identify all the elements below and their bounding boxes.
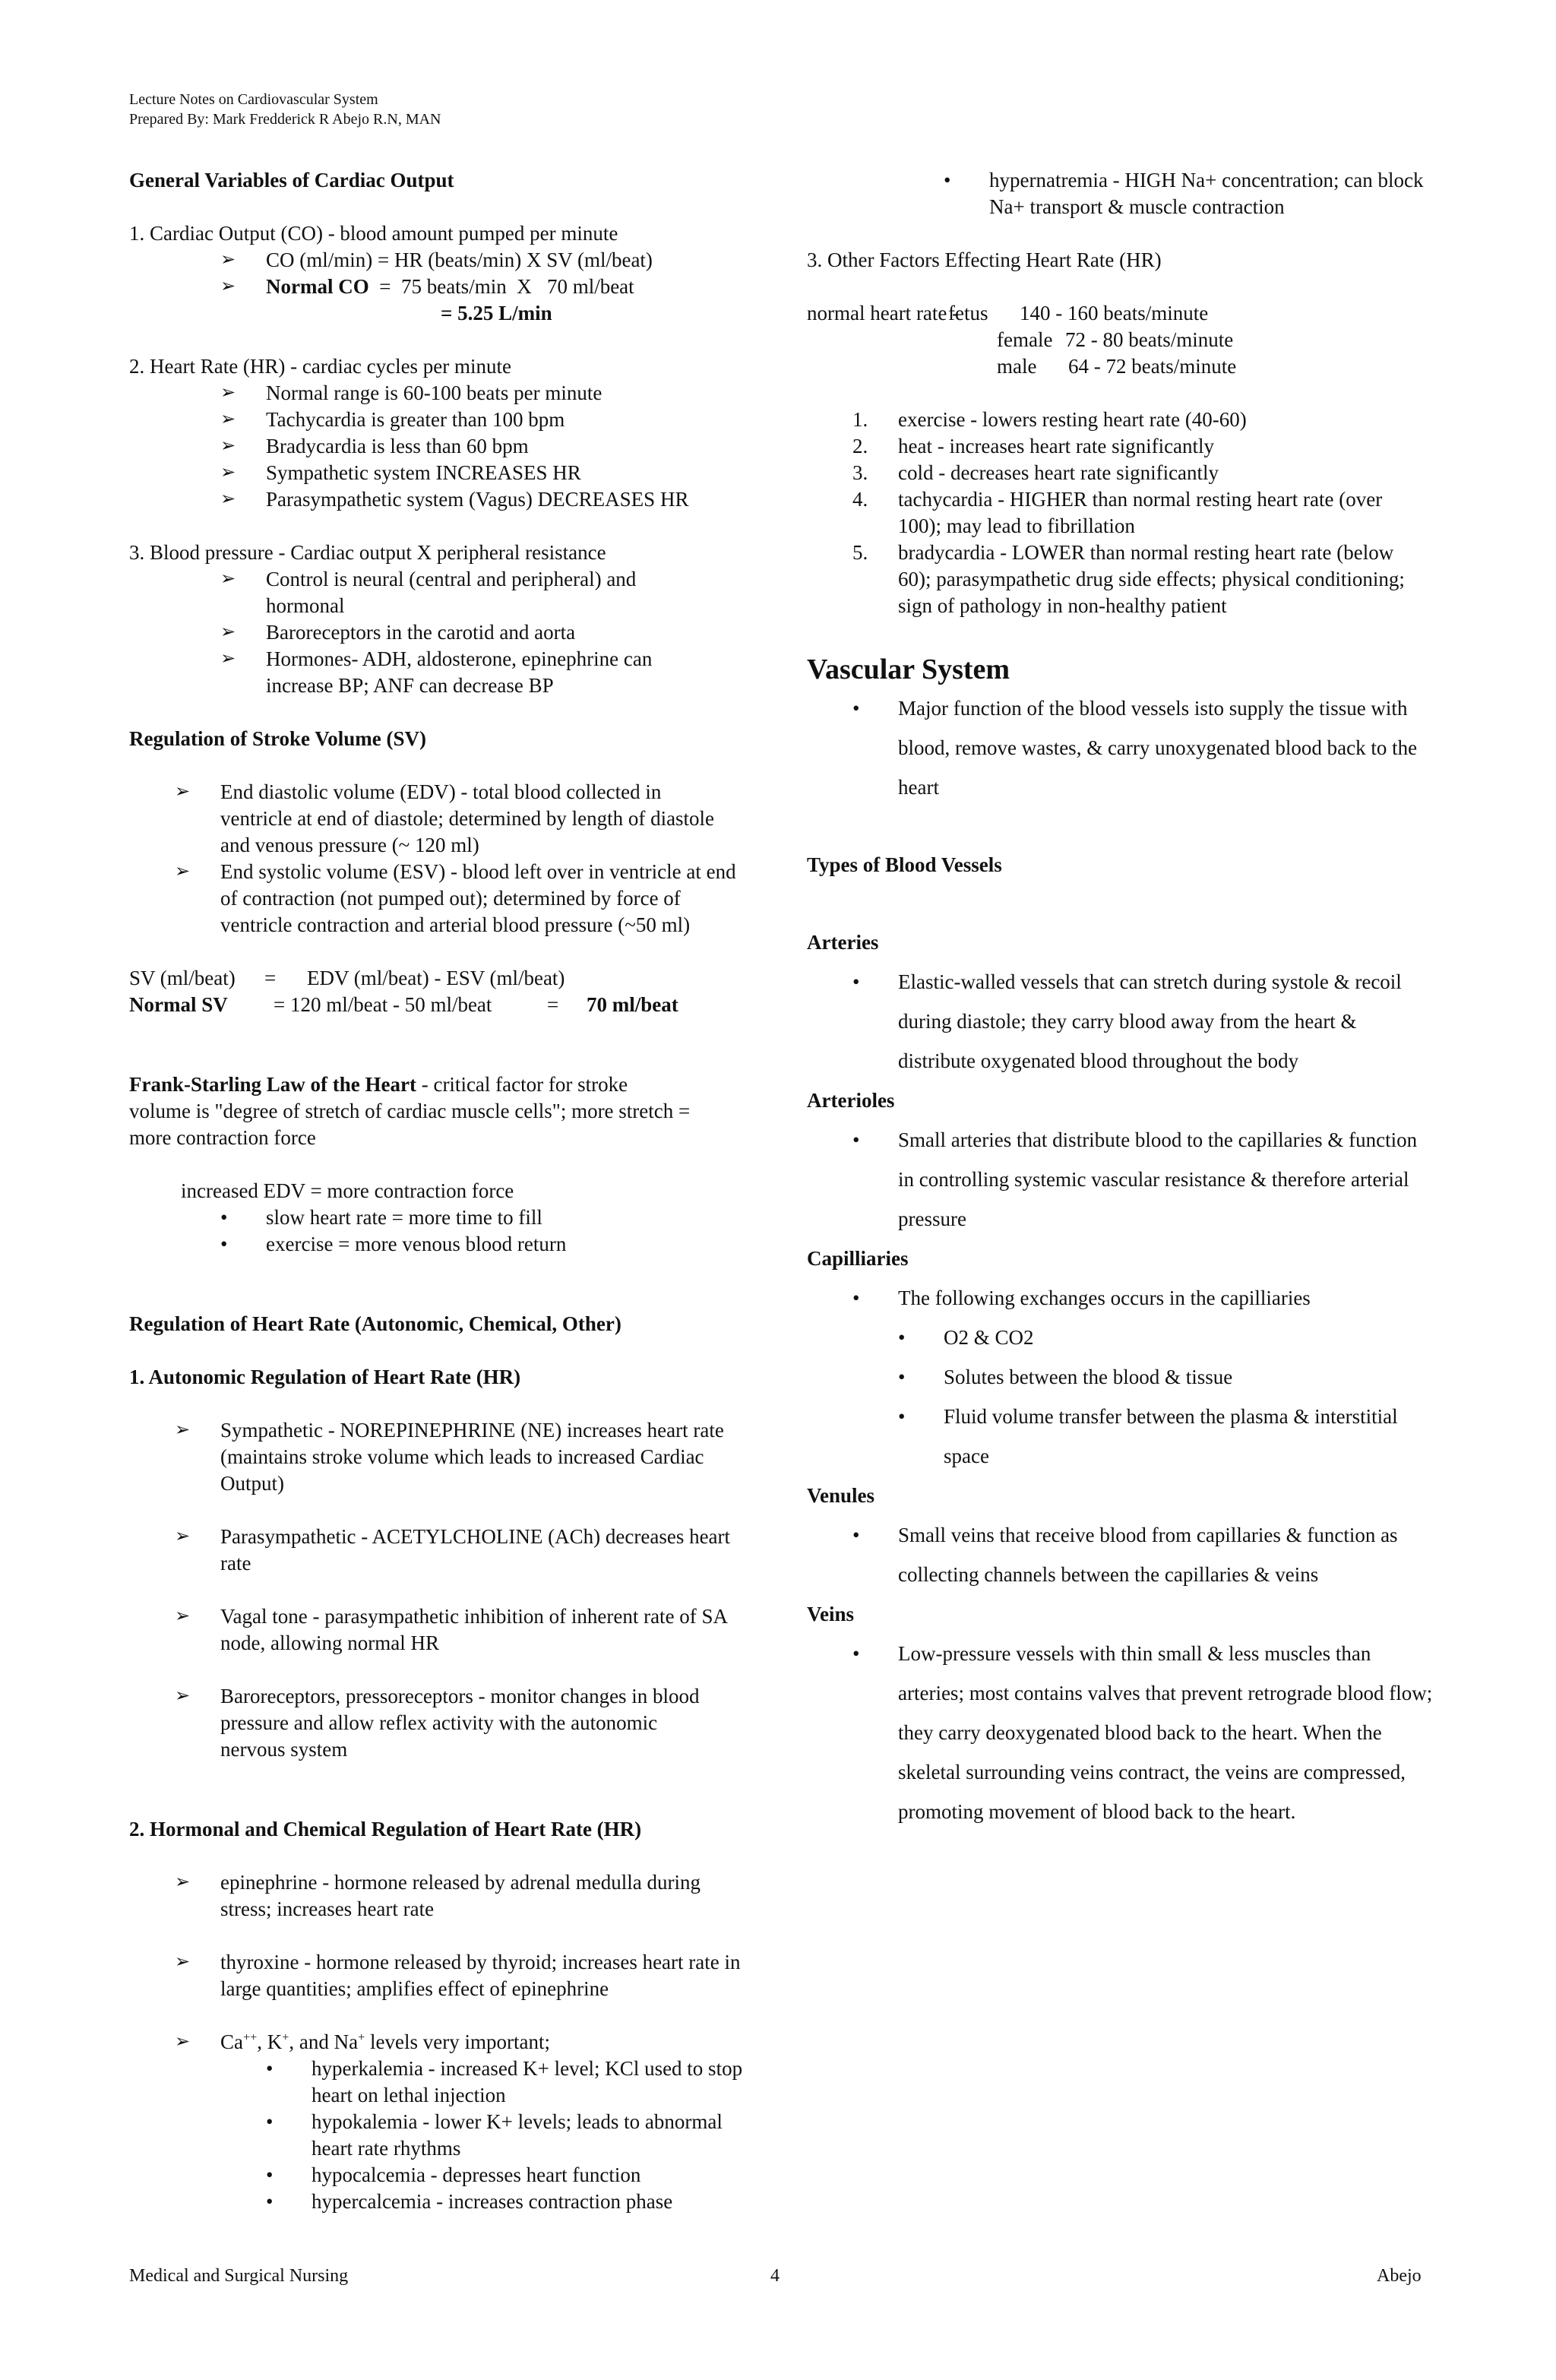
bp-item: ➢ Baroreceptors in the carotid and aorta (129, 619, 760, 646)
hr-item: ➢ Parasympathetic system (Vagus) DECREASES HR (129, 486, 760, 513)
bullet-icon: • (220, 1206, 228, 1229)
factor-item: 5. bradycardia - LOWER than normal resting heart rate (below 60); parasympathetic drug side effects; physical conditioning; sign of pathology in non-healthy patient (852, 541, 1405, 617)
header-author: Prepared By: Mark Fredderick R Abejo R.N, MAN (129, 111, 441, 128)
factor-item: 4. tachycardia - HIGHER than normal resting heart rate (over 100); may lead to fibrillation (852, 488, 1383, 537)
bullet-icon: • (852, 697, 860, 720)
vascular-title: Vascular System (807, 654, 1010, 685)
arrow-bullet-icon: ➢ (175, 1872, 191, 1892)
bullet-icon: • (898, 1366, 906, 1388)
arrow-bullet-icon: ➢ (175, 1952, 191, 1972)
venules-text: • Small veins that receive blood from capillaries & function as collecting channels between the capillaries & veins (807, 1515, 1437, 1594)
other-factors-title: 3. Other Factors Effecting Heart Rate (HR) (807, 248, 1162, 271)
bullet-icon: • (852, 1128, 860, 1151)
ions-item: ➢ Ca++, K+, and Na+ levels very important; (129, 2029, 760, 2056)
bullet-icon: • (266, 2057, 274, 2080)
bp-item: ➢ Hormones- ADH, aldosterone, epinephrine can increase BP; ANF can decrease BP (129, 646, 760, 699)
ion-item: • hypercalcemia - increases contraction phase (129, 2189, 760, 2215)
footer-left: Medical and Surgical Nursing (129, 2266, 349, 2286)
arrow-bullet-icon: ➢ (220, 489, 236, 509)
autonomic-item: ➢ Baroreceptors, pressoreceptors - monitor changes in blood pressure and allow reflex activity with the autonomic nervous system (129, 1683, 760, 1763)
capillaries-heading: Capilliaries (807, 1247, 909, 1270)
arrow-bullet-icon: ➢ (175, 782, 191, 802)
types-heading: Types of Blood Vessels (807, 853, 1002, 876)
right-column (807, 167, 1437, 1831)
hormonal-heading: 2. Hormonal and Chemical Regulation of Heart Rate (HR) (129, 1818, 642, 1840)
frank-starling-sub: increased EDV = more contraction force (181, 1179, 514, 1202)
arteries-heading: Arteries (807, 931, 879, 954)
cardiac-output-heading: General Variables of Cardiac Output (129, 169, 454, 191)
hormonal-item: ➢ thyroxine - hormone released by thyroid; increases heart rate in large quantities; amplifies effect of epinephrine (129, 1949, 760, 2002)
hr-item: ➢ Bradycardia is less than 60 bpm (129, 433, 760, 460)
bp-item: ➢ Control is neural (central and peripheral) and hormonal (129, 566, 760, 619)
factor-item: 1. exercise - lowers resting heart rate (40-60) (852, 408, 1247, 431)
capillaries-item: • Solutes between the blood & tissue (807, 1357, 1437, 1397)
sv-item: ➢ End systolic volume (ESV) - blood left over in ventricle at end of contraction (not pumped out); determined by force of ventricle contraction and arterial blood pressure (~50 ml) (129, 859, 760, 938)
factor-item: 2. heat - increases heart rate significantly (852, 435, 1215, 457)
arrow-bullet-icon: ➢ (220, 649, 236, 669)
bullet-icon: • (220, 1233, 228, 1255)
arrow-bullet-icon: ➢ (220, 277, 236, 296)
vascular-intro: • Major function of the blood vessels isto supply the tissue with blood, remove wastes, & carry unoxygenated blood back to the heart (807, 688, 1437, 807)
arrow-bullet-icon: ➢ (220, 622, 236, 642)
footer-page-number: 4 (770, 2266, 780, 2286)
arrow-bullet-icon: ➢ (175, 1606, 191, 1626)
arrow-bullet-icon: ➢ (220, 436, 236, 456)
autonomic-item: ➢ Vagal tone - parasympathetic inhibition of inherent rate of SA node, allowing normal HR (129, 1603, 760, 1657)
hr-item: ➢ Sympathetic system INCREASES HR (129, 460, 760, 486)
capillaries-item: • Fluid volume transfer between the plasma & interstitial space (807, 1397, 1437, 1476)
arrow-bullet-icon: ➢ (220, 569, 236, 589)
normal-heart-rate-table: normal heart rate - fetus 140 - 160 beats/minute female 72 - 80 beats/minute male 64 - 72 beats/minute (807, 302, 1237, 378)
left-column (129, 167, 760, 2215)
co-item: ➢ CO (ml/min) = HR (beats/min) X SV (ml/beat) (129, 247, 760, 274)
bp-title: 3. Blood pressure - Cardiac output X peripheral resistance (129, 541, 606, 564)
veins-text: • Low-pressure vessels with thin small & less muscles than arteries; most contains valves that prevent retrograde blood flow; they carry deoxygenated blood back to the heart. When the skeletal surrounding veins contract, the veins are compressed, promoting movement of blood back to the heart. (807, 1634, 1437, 1831)
bullet-icon: • (266, 2163, 274, 2186)
autonomic-item: ➢ Parasympathetic - ACETYLCHOLINE (ACh) decreases heart rate (129, 1524, 760, 1577)
autonomic-heading: 1. Autonomic Regulation of Heart Rate (HR) (129, 1366, 521, 1388)
arrow-bullet-icon: ➢ (220, 383, 236, 403)
arterioles-text: • Small arteries that distribute blood to the capillaries & function in controlling systemic vascular resistance & therefore arterial pressure (807, 1120, 1437, 1239)
normal-co-result: = 5.25 L/min (441, 302, 552, 324)
bullet-icon: • (266, 2110, 274, 2133)
bullet-icon: • (852, 1524, 860, 1546)
ion-item: • hypocalcemia - depresses heart function (129, 2162, 760, 2189)
arteries-text: • Elastic-walled vessels that can stretch during systole & recoil during diastole; they carry blood away from the heart & distribute oxygenated blood throughout the body (807, 962, 1437, 1081)
arrow-bullet-icon: ➢ (175, 1420, 191, 1440)
capillaries-text: • The following exchanges occurs in the capilliaries (807, 1278, 1437, 1318)
hormonal-item: ➢ epinephrine - hormone released by adrenal medulla during stress; increases heart rate (129, 1869, 760, 1923)
hr-title: 2. Heart Rate (HR) - cardiac cycles per minute (129, 355, 512, 378)
bullet-icon: • (852, 1642, 860, 1665)
bullet-icon: • (898, 1405, 906, 1428)
bullet-icon: • (266, 2190, 274, 2213)
arrow-bullet-icon: ➢ (175, 2032, 191, 2052)
autonomic-item: ➢ Sympathetic - NOREPINEPHRINE (NE) increases heart rate (maintains stroke volume which leads to increased Cardiac Output) (129, 1417, 760, 1497)
arrow-bullet-icon: ➢ (220, 250, 236, 270)
bullet-icon: • (944, 169, 951, 191)
bullet-icon: • (852, 1287, 860, 1309)
normal-co: ➢ Normal CO = 75 beats/min X 70 ml/beat (129, 274, 760, 300)
sv-heading: Regulation of Stroke Volume (SV) (129, 727, 427, 750)
hr-regulation-heading: Regulation of Heart Rate (Autonomic, Chemical, Other) (129, 1312, 621, 1335)
arrow-bullet-icon: ➢ (175, 862, 191, 881)
hr-item: ➢ Normal range is 60-100 beats per minute (129, 380, 760, 407)
hr-item: ➢ Tachycardia is greater than 100 bpm (129, 407, 760, 433)
arrow-bullet-icon: ➢ (220, 463, 236, 483)
ion-item: • hypokalemia - lower K+ levels; leads to abnormal heart rate rhythms (129, 2109, 760, 2162)
sv-formula: SV (ml/beat) = EDV (ml/beat) - ESV (ml/beat) (129, 967, 565, 989)
footer-right: Abejo (1377, 2266, 1422, 2286)
bullet-icon: • (852, 970, 860, 993)
arterioles-heading: Arterioles (807, 1089, 895, 1112)
veins-heading: Veins (807, 1603, 855, 1625)
frank-starling-item: • exercise = more venous blood return (129, 1231, 760, 1258)
normal-sv-formula: Normal SV = 120 ml/beat - 50 ml/beat = 70 ml/beat (129, 993, 678, 1016)
venules-heading: Venules (807, 1484, 875, 1507)
capillaries-item: • O2 & CO2 (807, 1318, 1437, 1357)
factor-item: 3. cold - decreases heart rate significantly (852, 461, 1219, 484)
frank-starling-item: • slow heart rate = more time to fill (129, 1204, 760, 1231)
arrow-bullet-icon: ➢ (220, 410, 236, 429)
arrow-bullet-icon: ➢ (175, 1686, 191, 1706)
page-header (129, 90, 441, 129)
ion-item: • hyperkalemia - increased K+ level; KCl used to stop heart on lethal injection (129, 2056, 760, 2109)
hypernatremia-item: • hypernatremia - HIGH Na+ concentration; can block Na+ transport & muscle contraction (807, 167, 1437, 220)
frank-starling: Frank-Starling Law of the Heart - critical factor for stroke volume is "degree of stretch of cardiac muscle cells"; more stretch = more contraction force (129, 1073, 691, 1149)
sv-item: ➢ End diastolic volume (EDV) - total blood collected in ventricle at end of diastole; determined by length of diastole and venous pressure (~ 120 ml) (129, 779, 760, 859)
arrow-bullet-icon: ➢ (175, 1527, 191, 1546)
co-title: 1. Cardiac Output (CO) - blood amount pumped per minute (129, 222, 618, 245)
bullet-icon: • (898, 1326, 906, 1349)
header-title: Lecture Notes on Cardiovascular System (129, 91, 378, 108)
